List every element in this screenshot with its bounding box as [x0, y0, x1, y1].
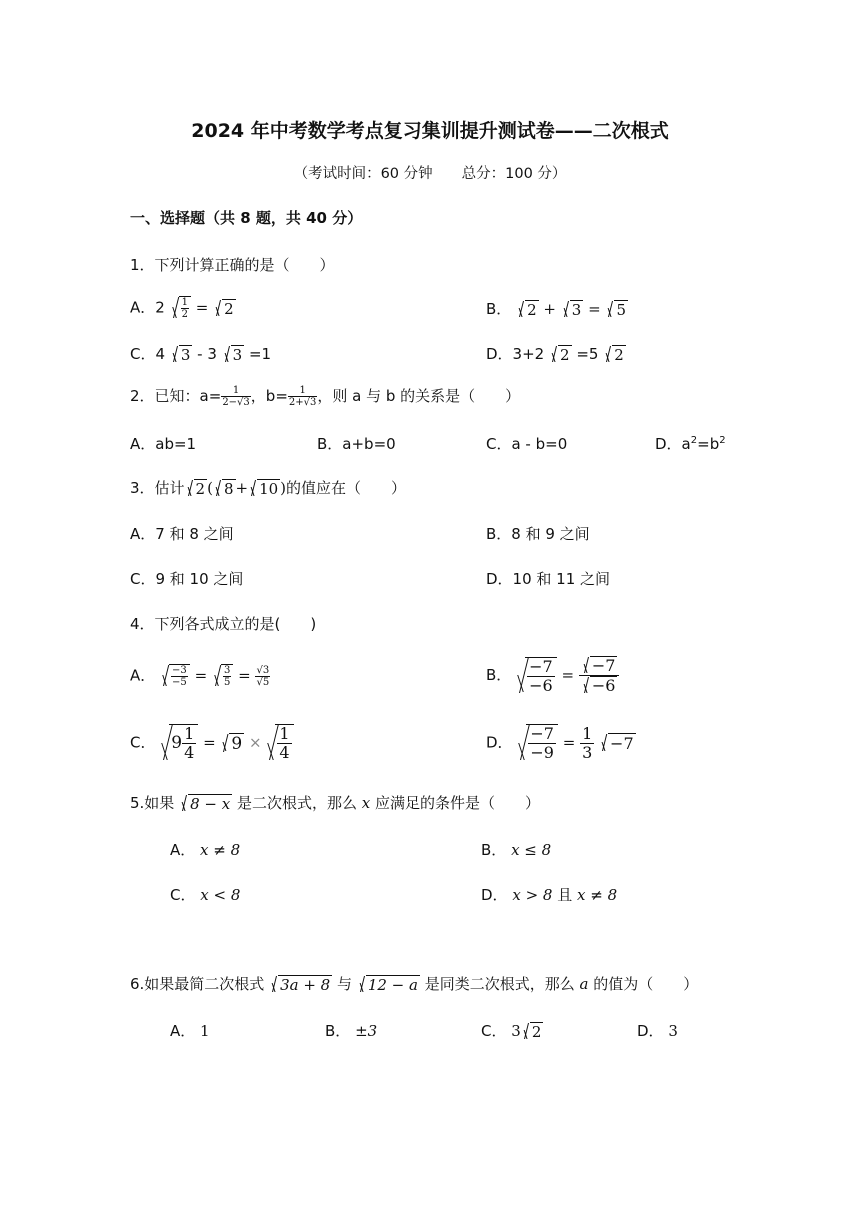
q4-a-eq1: = — [194, 666, 208, 685]
q1-option-c — [130, 343, 271, 364]
q4-a-label: A． — [130, 666, 156, 685]
q4-a-n1: −3 — [172, 665, 187, 676]
q4-a-n2: 3 — [223, 665, 231, 676]
q2-option-c: C．a - b=0 — [486, 435, 568, 453]
q6-radical-2 — [357, 975, 420, 994]
q3-paren-open: ( — [207, 479, 213, 497]
q2-pre: 2．已知：a= — [130, 387, 222, 405]
q5-b: x ≤ 8 — [511, 841, 552, 859]
q1-option-a-radical — [170, 296, 191, 320]
q2-option-b: B．a+b=0 — [317, 435, 396, 453]
q1-c-tail: =1 — [248, 345, 272, 363]
q4-d-label: D． — [486, 733, 513, 752]
q2-d-sup1: 2 — [690, 435, 698, 446]
q4-c-d: 4 — [184, 743, 195, 762]
q1-b-r3: 5 — [616, 301, 626, 319]
q4-option-c — [130, 724, 294, 762]
q6-mid1: 与 — [337, 975, 353, 993]
q1-d-mid: =5 — [576, 345, 599, 363]
q1-d-r1: 2 — [560, 346, 570, 364]
q1-option-a-label: A．2 — [130, 298, 165, 317]
q4-c-r: 9 — [231, 733, 243, 754]
q4-option-d — [486, 724, 636, 762]
q6-c-coef: 3 — [511, 1022, 521, 1040]
q3-r3: 10 — [259, 480, 279, 498]
q4-a-d3: √5 — [256, 676, 270, 688]
q4-a-n3: √3 — [256, 664, 270, 676]
q5-c: x < 8 — [200, 886, 241, 904]
exam-info: （考试时间：60 分钟 总分：100 分） — [293, 166, 567, 182]
q3-radical-3 — [248, 479, 280, 498]
q4-a-radical-1 — [160, 664, 190, 688]
q2-f1-num: 1 — [221, 385, 250, 397]
q1-c-r1: 3 — [180, 346, 191, 364]
q4-c-radical-1 — [160, 724, 198, 762]
q1-d-r2: 2 — [614, 346, 624, 364]
q6-option-b — [325, 1020, 377, 1041]
q5-option-c — [170, 884, 240, 905]
q4-b-label: B． — [486, 666, 512, 684]
q4-a-d2: 5 — [223, 677, 231, 688]
question-3-stem — [130, 477, 406, 498]
question-2-stem — [130, 385, 520, 408]
q4-b-radical-1 — [516, 657, 557, 695]
question-6-stem — [130, 973, 698, 994]
q2-f1-den: 2−√3 — [222, 397, 250, 408]
q3-post: 的值应在（ ） — [286, 479, 407, 497]
q1-a-den: 2 — [181, 309, 188, 320]
q1-option-d — [486, 343, 626, 364]
q4-a-eq2: = — [238, 666, 251, 685]
q1-c-r2: 3 — [232, 346, 243, 364]
q4-d-r: −7 — [610, 734, 634, 753]
q6-c-label: C． — [481, 1022, 507, 1040]
q4-b-d1: −6 — [529, 675, 553, 695]
q1-c-radical-2 — [222, 345, 245, 364]
q5-c-label: C． — [170, 886, 196, 904]
q4-b-eq: = — [561, 666, 575, 684]
q4-option-b — [486, 656, 619, 695]
page-title: 2024 年中考数学考点复习集训提升测试卷——二次根式 — [191, 120, 669, 142]
q3-option-d: D．10 和 11 之间 — [486, 570, 611, 588]
q4-d-radical-1 — [517, 724, 558, 762]
q3-paren-close: ) — [280, 479, 287, 497]
q1-d-radical-1 — [549, 345, 572, 364]
q4-c-n: 1 — [184, 724, 195, 743]
question-4-stem: 4．下列各式成立的是( ) — [130, 615, 317, 633]
q6-b-label: B． — [325, 1022, 351, 1040]
q5-pre: 5.如果 — [130, 794, 175, 812]
q3-plus: + — [235, 479, 249, 497]
q5-post: 应满足的条件是（ ） — [375, 794, 541, 812]
q2-mid: ，b= — [250, 387, 288, 405]
q5-mid: 是二次根式，那么 — [236, 794, 357, 812]
q6-radical-1 — [269, 975, 332, 994]
q4-d-d1: −9 — [530, 743, 554, 762]
question-5-stem — [130, 792, 540, 813]
q1-a-equals: = — [195, 298, 209, 317]
q4-d-d2: 3 — [582, 742, 593, 762]
q1-a-rhs: 2 — [224, 299, 234, 318]
q4-c-radical-3 — [266, 724, 293, 762]
q6-a: 1 — [200, 1022, 210, 1040]
q2-option-a: A．ab=1 — [130, 435, 197, 453]
q2-f2-den: 2+√3 — [288, 397, 317, 408]
q5-option-d — [481, 884, 617, 905]
q1-c-mid: - 3 — [197, 345, 217, 363]
q1-a-rhs-radical — [213, 299, 236, 318]
q3-radical-1 — [185, 479, 208, 498]
q4-d-eq: = — [562, 733, 576, 752]
q3-option-a: A．7 和 8 之间 — [130, 525, 234, 543]
q5-rad: 8 − x — [190, 795, 231, 813]
q3-option-c: C．9 和 10 之间 — [130, 570, 244, 588]
q3-pre: 3．估计 — [130, 479, 185, 497]
q6-b: ±3 — [355, 1022, 378, 1040]
q3-r1: 2 — [195, 480, 206, 498]
q5-radical — [179, 794, 232, 813]
q4-d-n2: 1 — [582, 723, 593, 743]
q6-option-a — [170, 1020, 210, 1041]
q2-d-pre: D．a — [655, 435, 691, 453]
q6-pre: 6.如果最简二次根式 — [130, 975, 265, 993]
q2-post: ，则 a 与 b 的关系是（ ） — [317, 387, 521, 405]
q2-d-mid: =b — [697, 435, 720, 453]
q1-b-equals: = — [588, 300, 601, 318]
q5-d1: x > 8 — [512, 886, 553, 904]
q5-d-and: 且 — [557, 886, 573, 904]
q5-a-label: A． — [170, 841, 196, 859]
q4-c-eq: = — [203, 733, 216, 752]
q1-option-b-label: B． — [486, 300, 512, 318]
q6-option-d — [637, 1020, 678, 1041]
q1-option-a — [130, 296, 236, 320]
q4-a-d1: −5 — [172, 677, 187, 688]
q5-option-b — [481, 839, 551, 860]
q5-d2: x ≠ 8 — [577, 886, 618, 904]
q1-b-r2: 3 — [571, 301, 582, 319]
q4-b-n2: −7 — [591, 656, 616, 675]
q6-c-radical — [521, 1022, 544, 1041]
q3-r2: 8 — [223, 480, 234, 498]
q6-d: 3 — [668, 1022, 678, 1040]
q4-option-a — [130, 664, 270, 688]
q1-option-c-label: C．4 — [130, 345, 166, 363]
q6-d-label: D． — [637, 1022, 664, 1040]
q1-a-num: 1 — [181, 297, 188, 308]
q4-d-radical-2 — [599, 733, 636, 753]
q4-a-radical-2 — [212, 664, 233, 688]
q4-c-radical-2 — [220, 733, 244, 754]
q6-post: 的值为（ ） — [593, 975, 699, 993]
q1-b-radical-2 — [561, 300, 584, 319]
q1-b-r1: 2 — [527, 301, 537, 319]
q6-mid2: 是同类二次根式，那么 — [424, 975, 575, 993]
q2-option-d — [655, 433, 726, 454]
q2-f2-num: 1 — [288, 385, 317, 397]
q4-c-n2: 1 — [279, 724, 290, 743]
q4-d-n1: −7 — [530, 724, 554, 743]
q3-option-b: B．8 和 9 之间 — [486, 525, 590, 543]
q5-b-label: B． — [481, 841, 507, 859]
q1-b-radical-1 — [516, 300, 539, 319]
q2-d-sup2: 2 — [719, 435, 726, 446]
q6-var: a — [579, 975, 589, 993]
q6-r1: 3a + 8 — [280, 976, 331, 994]
section-heading: 一、选择题（共 8 题，共 40 分） — [130, 209, 363, 227]
q3-radical-2 — [213, 479, 236, 498]
q4-c-whole: 9 — [171, 733, 183, 753]
q5-a: x ≠ 8 — [200, 841, 241, 859]
q4-c-label: C． — [130, 733, 156, 752]
q5-d-label: D． — [481, 886, 508, 904]
q1-option-d-label: D．3+2 — [486, 345, 545, 363]
q1-d-radical-2 — [603, 345, 626, 364]
q6-c-r: 2 — [531, 1023, 542, 1041]
q1-b-plus: + — [543, 300, 556, 318]
q4-b-d2: −6 — [591, 676, 616, 695]
q1-b-radical-3 — [605, 300, 628, 319]
question-1-stem: 1．下列计算正确的是（ ） — [130, 256, 335, 274]
q4-c-d2: 4 — [279, 743, 290, 762]
q5-var: x — [361, 794, 371, 812]
q4-c-times: × — [249, 733, 262, 752]
q5-option-a — [170, 839, 240, 860]
q1-option-b — [486, 298, 628, 319]
q6-a-label: A． — [170, 1022, 196, 1040]
q4-b-n1: −7 — [529, 656, 553, 676]
q6-option-c — [481, 1020, 543, 1041]
q1-c-radical-1 — [170, 345, 193, 364]
q6-r2: 12 − a — [367, 976, 418, 994]
